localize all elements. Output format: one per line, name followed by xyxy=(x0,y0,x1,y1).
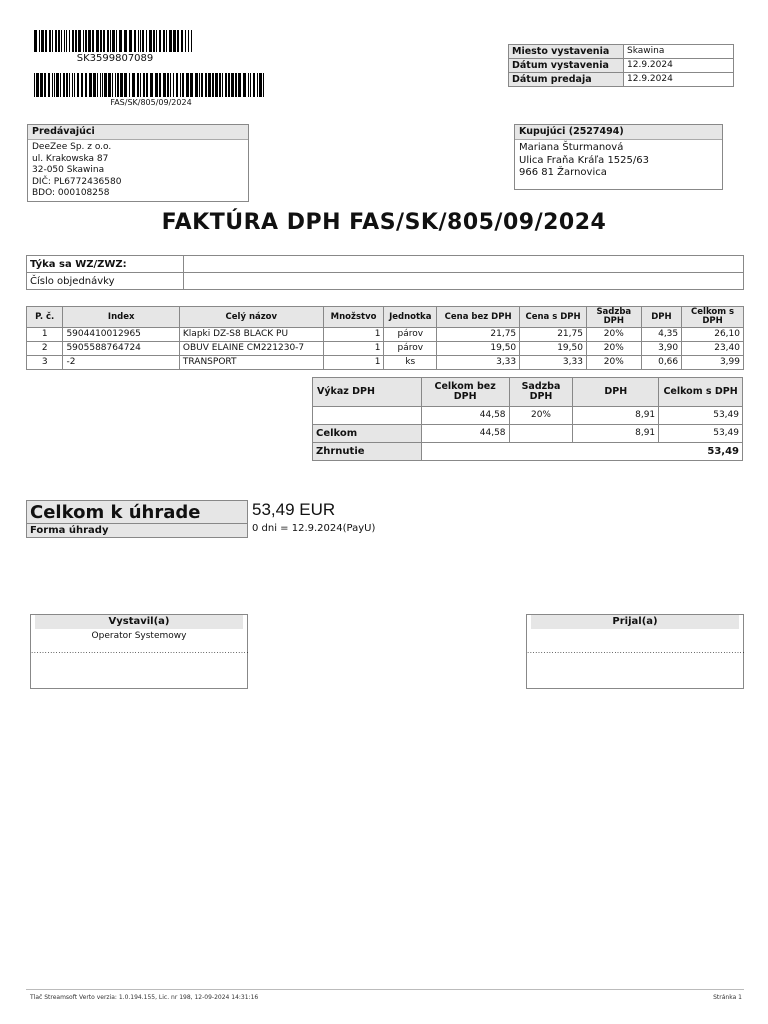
barcode-bar xyxy=(69,30,70,52)
barcode-bar xyxy=(228,73,230,97)
barcode-bar xyxy=(49,30,51,52)
buyer-line: 966 81 Žarnovica xyxy=(519,167,607,178)
barcode-bar xyxy=(212,73,214,97)
total-due-value: 53,49 EUR xyxy=(252,500,336,519)
barcode-bar xyxy=(170,73,171,97)
barcode-bar xyxy=(263,73,264,97)
barcode-bar xyxy=(72,73,73,97)
item-vat-rate: 20% xyxy=(586,328,641,342)
barcode-bar xyxy=(208,73,211,97)
barcode-bar xyxy=(167,73,169,97)
payment-method-row xyxy=(27,524,248,538)
sale-date-label: Dátum predaja xyxy=(509,73,624,87)
item-price-net: 19,50 xyxy=(437,342,520,356)
item-unit: ks xyxy=(384,356,437,370)
barcode-bar xyxy=(177,30,179,52)
vat-rate-vat: 8,91 xyxy=(573,407,659,425)
top-barcode xyxy=(34,30,196,52)
table-row xyxy=(27,328,744,342)
barcode-bar xyxy=(149,30,152,52)
col-header: Cena bez DPH xyxy=(437,307,520,328)
item-total: 23,40 xyxy=(682,342,744,356)
footer-page-number: Stránka 1 xyxy=(713,994,742,1001)
barcode-bar xyxy=(40,73,43,97)
vat-rate-row xyxy=(313,407,743,425)
barcode-bar xyxy=(250,73,251,97)
barcode-bar xyxy=(60,73,61,97)
barcode-bar xyxy=(140,73,141,97)
barcode-bar xyxy=(112,73,113,97)
item-vat: 4,35 xyxy=(641,328,682,342)
vat-total-row xyxy=(313,425,743,443)
item-price-net: 3,33 xyxy=(437,356,520,370)
barcode-bar xyxy=(83,30,84,52)
wz-row xyxy=(27,256,744,273)
received-by-label: Prijal(a) xyxy=(531,615,739,629)
barcode-bar xyxy=(116,30,117,52)
barcode-bar xyxy=(89,73,92,97)
vat-col-header: Celkom bez DPH xyxy=(421,378,509,407)
barcode-bar xyxy=(119,30,122,52)
payment-method-label: Forma úhrady xyxy=(27,524,248,538)
barcode-bar xyxy=(117,73,119,97)
wz-label: Týka sa WZ/ZWZ: xyxy=(27,256,184,273)
barcode-bar xyxy=(253,73,255,97)
barcode-bar xyxy=(129,30,132,52)
barcode-bar xyxy=(96,30,99,52)
item-vat: 3,90 xyxy=(641,342,682,356)
barcode-bar xyxy=(64,30,65,52)
received-by-box xyxy=(526,614,744,689)
barcode-bar xyxy=(97,73,98,97)
barcode-bar xyxy=(219,73,221,97)
item-no: 3 xyxy=(27,356,63,370)
barcode-bar xyxy=(143,73,145,97)
item-unit: párov xyxy=(384,328,437,342)
barcode-bar xyxy=(156,30,157,52)
vat-summary-row xyxy=(313,443,743,461)
issue-place-label: Miesto vystavenia xyxy=(509,45,624,59)
issue-date-value: 12.9.2024 xyxy=(624,59,734,73)
barcode-bar xyxy=(36,73,39,97)
barcode-bar xyxy=(186,73,189,97)
barcode-bar xyxy=(146,73,148,97)
buyer-details xyxy=(515,140,722,182)
barcode-bar xyxy=(169,30,172,52)
item-no: 2 xyxy=(27,342,63,356)
barcode-bar xyxy=(63,73,65,97)
barcode-bar xyxy=(138,30,139,52)
barcode-bar xyxy=(137,73,139,97)
item-vat-rate: 20% xyxy=(586,342,641,356)
buyer-box xyxy=(514,124,723,190)
barcode-bar xyxy=(69,73,70,97)
item-price-gross: 3,33 xyxy=(520,356,587,370)
barcode-bar xyxy=(191,30,192,52)
top-barcode-label: SK3599807089 xyxy=(76,53,154,64)
barcode-bar xyxy=(163,30,165,52)
barcode-bar xyxy=(61,30,62,52)
barcode-bar xyxy=(74,73,75,97)
seller-line: DeeZee Sp. z o.o. xyxy=(32,142,112,152)
barcode-bar xyxy=(77,73,79,97)
issue-place-value: Skawina xyxy=(624,45,734,59)
barcode-bar xyxy=(181,30,183,52)
col-header: Celý názov xyxy=(179,307,323,328)
barcode-bar xyxy=(48,73,50,97)
barcode-bar xyxy=(231,73,234,97)
item-index: -2 xyxy=(63,356,179,370)
item-qty: 1 xyxy=(323,356,384,370)
item-vat: 0,66 xyxy=(641,356,682,370)
payment-method-value: 0 dni = 12.9.2024(PayU) xyxy=(252,523,376,534)
barcode-bar xyxy=(34,73,35,97)
total-due-row xyxy=(27,501,248,524)
table-row xyxy=(27,342,744,356)
item-name: OBUV ELAINE CM221230-7 xyxy=(179,342,323,356)
barcode-bar xyxy=(85,73,87,97)
barcode-bar xyxy=(52,73,53,97)
item-price-gross: 19,50 xyxy=(520,342,587,356)
barcode-bar xyxy=(66,30,67,52)
barcode-bar xyxy=(110,30,111,52)
vat-rate-label xyxy=(313,407,422,425)
barcode-bar xyxy=(215,73,218,97)
barcode-bar xyxy=(41,30,44,52)
barcode-bar xyxy=(176,73,178,97)
col-header: Index xyxy=(63,307,179,328)
barcode-bar xyxy=(66,73,68,97)
wz-value xyxy=(184,256,744,273)
seller-box xyxy=(27,124,249,202)
barcode-bar xyxy=(180,73,181,97)
order-value xyxy=(184,273,744,290)
items-header-row xyxy=(27,307,744,328)
vat-summary-label: Zhrnutie xyxy=(313,443,422,461)
sale-date-row xyxy=(509,73,734,87)
col-header: Celkom s DPH xyxy=(682,307,744,328)
barcode-bar xyxy=(235,73,237,97)
footer-divider xyxy=(26,989,744,990)
sale-date-value: 12.9.2024 xyxy=(624,73,734,87)
vat-rate-gross: 53,49 xyxy=(659,407,743,425)
barcode-bar xyxy=(155,73,158,97)
barcode-bar xyxy=(124,30,127,52)
barcode-bar xyxy=(124,73,127,97)
barcode-bar xyxy=(85,30,87,52)
issued-by-signature-line: ................................................................................ xyxy=(31,647,250,655)
seller-line: 32-050 Skawina xyxy=(32,165,105,175)
vat-total-rate xyxy=(509,425,573,443)
barcode-bar xyxy=(163,73,166,97)
barcode-bar xyxy=(52,30,53,52)
vat-total-gross: 53,49 xyxy=(659,425,743,443)
issue-place-row xyxy=(509,45,734,59)
buyer-line: Mariana Šturmanová xyxy=(519,142,624,153)
buyer-header: Kupujúci (2527494) xyxy=(515,125,722,140)
barcode-bar xyxy=(93,73,96,97)
item-total: 3,99 xyxy=(682,356,744,370)
item-index: 5904410012965 xyxy=(63,328,179,342)
barcode-bar xyxy=(142,30,144,52)
barcode-bar xyxy=(166,30,167,52)
items-table xyxy=(26,306,744,370)
col-header: Množstvo xyxy=(323,307,384,328)
barcode-bar xyxy=(100,30,102,52)
barcode-bar xyxy=(107,30,109,52)
invoice-barcode-label: FAS/SK/805/09/2024 xyxy=(110,98,192,107)
vat-total-label: Celkom xyxy=(313,425,422,443)
issued-by-label: Vystavil(a) xyxy=(35,615,243,629)
item-price-gross: 21,75 xyxy=(520,328,587,342)
issue-date-row xyxy=(509,59,734,73)
barcode-bar xyxy=(45,30,47,52)
item-index: 5905588764724 xyxy=(63,342,179,356)
barcode-bar xyxy=(88,30,91,52)
buyer-line: Ulica Fraňa Kráľa 1525/63 xyxy=(519,154,649,166)
barcode-bar xyxy=(44,73,46,97)
total-due-label: Celkom k úhrade xyxy=(27,501,248,524)
barcode-bar xyxy=(153,30,155,52)
barcode-bar xyxy=(56,73,59,97)
barcode-bar xyxy=(78,30,81,52)
vat-col-header: Sadzba DPH xyxy=(509,378,573,407)
barcode-bar xyxy=(72,30,74,52)
barcode-bar xyxy=(54,73,55,97)
barcode-bar xyxy=(188,30,189,52)
order-label: Číslo objednávky xyxy=(27,273,184,290)
col-header: Jednotka xyxy=(384,307,437,328)
barcode-bar xyxy=(140,30,141,52)
barcode-bar xyxy=(58,30,60,52)
seller-line: BDO: 000108258 xyxy=(32,188,110,198)
issue-date-label: Dátum vystavenia xyxy=(509,59,624,73)
item-qty: 1 xyxy=(323,328,384,342)
barcode-bar xyxy=(39,30,40,52)
barcode-bar xyxy=(55,30,57,52)
barcode-bar xyxy=(173,73,174,97)
barcode-bar xyxy=(201,73,203,97)
vat-col-header: DPH xyxy=(573,378,659,407)
barcode-bar xyxy=(103,30,105,52)
vat-rate-net: 44,58 xyxy=(421,407,509,425)
issue-info-table xyxy=(508,44,734,87)
vat-col-header: Celkom s DPH xyxy=(659,378,743,407)
barcode-bar xyxy=(104,73,107,97)
received-by-signature-line: ................................................................................ xyxy=(527,647,746,655)
barcode-bar xyxy=(75,30,77,52)
table-row xyxy=(27,356,744,370)
barcode-bar xyxy=(81,73,83,97)
payment-table xyxy=(26,500,248,538)
item-qty: 1 xyxy=(323,342,384,356)
item-name: TRANSPORT xyxy=(179,356,323,370)
col-header: DPH xyxy=(641,307,682,328)
barcode-bar xyxy=(257,73,258,97)
item-no: 1 xyxy=(27,328,63,342)
barcode-bar xyxy=(225,73,227,97)
barcode-bar xyxy=(195,73,198,97)
barcode-bar xyxy=(146,30,147,52)
seller-line: ul. Krakowska 87 xyxy=(32,153,109,164)
item-name: Klapki DZ-S8 BLACK PU xyxy=(179,328,323,342)
barcode-bar xyxy=(182,73,184,97)
vat-summary-table xyxy=(312,377,743,461)
invoice-title: FAKTÚRA DPH FAS/SK/805/09/2024 xyxy=(161,210,607,235)
barcode-bar xyxy=(259,73,262,97)
barcode-bar xyxy=(248,73,249,97)
barcode-bar xyxy=(205,73,207,97)
item-unit: párov xyxy=(384,342,437,356)
seller-header: Predávajúci xyxy=(28,125,248,140)
barcode-bar xyxy=(159,30,161,52)
barcode-bar xyxy=(199,73,200,97)
barcode-bar xyxy=(238,73,241,97)
barcode-bar xyxy=(190,73,193,97)
barcode-bar xyxy=(102,73,103,97)
footer-print-info: Tlač Streamsoft Verto verzia: 1.0.194.155, Lic. nr 198, 12-09-2024 14:31:16 xyxy=(30,994,259,1001)
barcode-bar xyxy=(34,30,37,52)
barcode-bar xyxy=(108,73,111,97)
vat-summary-value: 53,49 xyxy=(421,443,742,461)
barcode-bar xyxy=(100,73,101,97)
barcode-bar xyxy=(115,73,116,97)
order-row xyxy=(27,273,744,290)
received-by-name xyxy=(527,631,743,641)
vat-total-vat: 8,91 xyxy=(573,425,659,443)
item-price-net: 21,75 xyxy=(437,328,520,342)
vat-rate-rate: 20% xyxy=(509,407,573,425)
reference-table xyxy=(26,255,744,290)
barcode-bar xyxy=(173,30,176,52)
item-total: 26,10 xyxy=(682,328,744,342)
barcode-bar xyxy=(159,73,161,97)
barcode-bar xyxy=(112,30,115,52)
barcode-bar xyxy=(222,73,223,97)
seller-details xyxy=(28,140,248,202)
item-vat-rate: 20% xyxy=(586,356,641,370)
barcode-bar xyxy=(134,30,136,52)
col-header: Sadzba DPH xyxy=(586,307,641,328)
col-header: Cena s DPH xyxy=(520,307,587,328)
barcode-bar xyxy=(132,73,135,97)
barcode-bar xyxy=(120,73,123,97)
issued-by-name: Operator Systemowy xyxy=(91,631,187,641)
barcode-bar xyxy=(243,73,246,97)
vat-total-net: 44,58 xyxy=(421,425,509,443)
seller-line: DIČ: PL6772436580 xyxy=(32,176,122,187)
invoice-barcode xyxy=(34,73,268,97)
vat-col-header: Výkaz DPH xyxy=(313,378,422,407)
barcode-bar xyxy=(92,30,94,52)
col-header: P. č. xyxy=(27,307,63,328)
issued-by-box xyxy=(30,614,248,689)
barcode-bar xyxy=(129,73,130,97)
barcode-bar xyxy=(150,73,153,97)
vat-header-row xyxy=(313,378,743,407)
barcode-bar xyxy=(185,30,186,52)
